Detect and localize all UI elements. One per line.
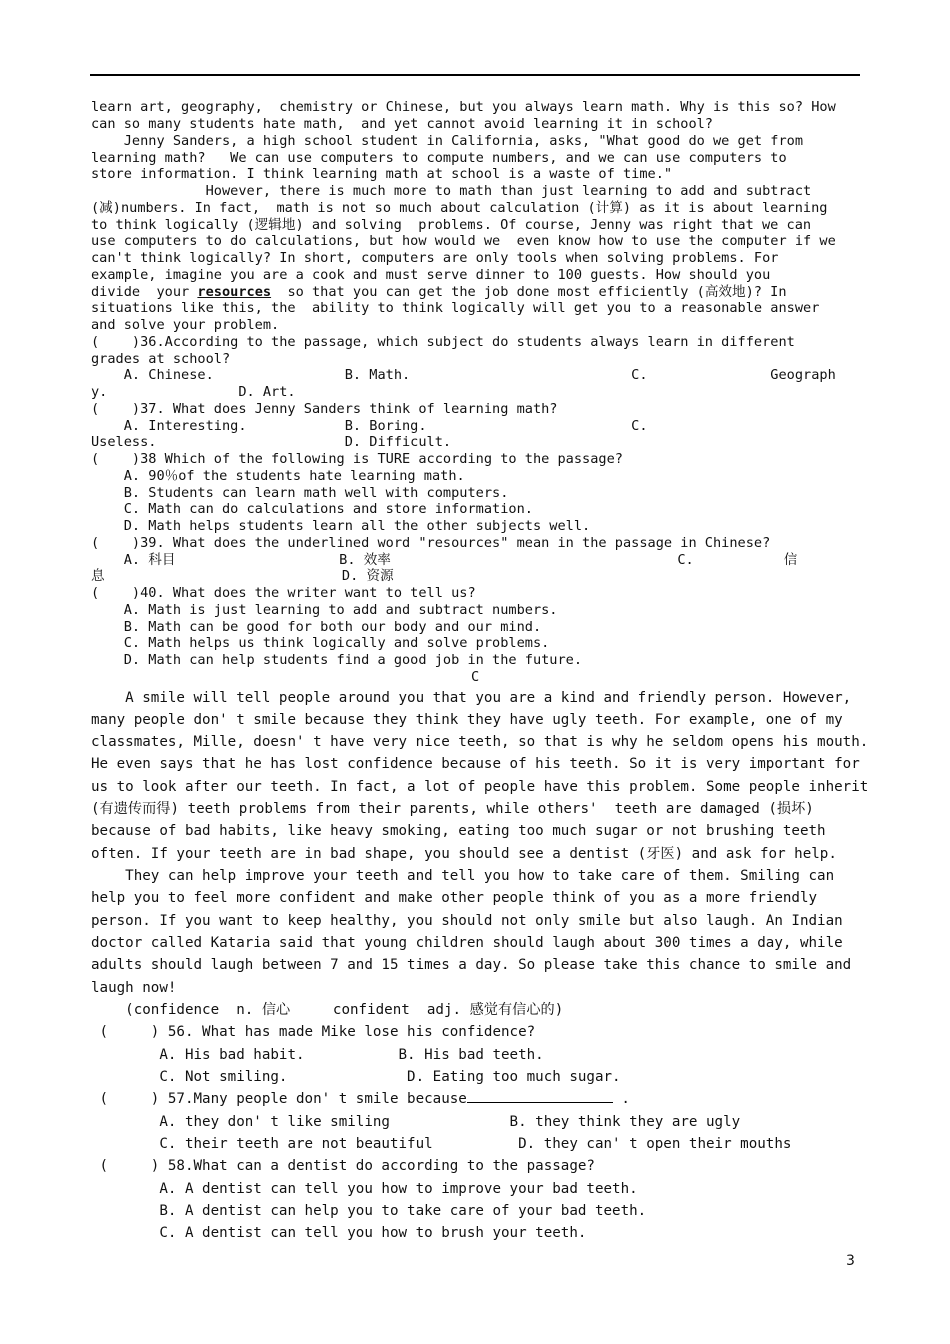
passage-line: use computers to do calculations, but how would we even know how to use the computer if we [91,233,836,249]
option-line: B. Students can learn math well with computers. [91,485,509,501]
option-line: B. Math can be good for both our body and our mind. [91,619,542,635]
option-line: C. their teeth are not beautiful D. they can' t open their mouths [91,1136,792,1152]
passage-line: A smile will tell people around you that you are a kind and friendly person. However, [91,690,852,706]
passage-line: They can help improve your teeth and tell you how to take care of them. Smiling can [91,868,835,884]
question-line: ( )39. What does the underlined word "resources" mean in the passage in Chinese? [91,535,771,551]
page-number: 3 [846,1253,855,1269]
question-line: ( ) 56. What has made Mike lose his confidence? [91,1024,536,1040]
option-line: 息 D. 资源 [91,568,394,584]
option-line: C. Not smiling. D. Eating too much sugar. [91,1069,621,1085]
passage-line: because of bad habits, like heavy smoking, eating too much sugar or not brushing teeth [91,823,826,839]
option-line: Useless. D. Difficult. [91,434,452,450]
passage-line: often. If your teeth are in bad shape, you should see a dentist (牙医) and ask for help. [91,846,837,862]
question-line: ( ) 58.What can a dentist do according to the passage? [91,1158,595,1174]
option-line: A. they don' t like smiling B. they think they are ugly [91,1114,741,1130]
text-segment: divide your [91,284,198,300]
passage-line: example, imagine you are a cook and must serve dinner to 100 guests. How should you [91,267,771,283]
option-line: A. A dentist can tell you how to improve your bad teeth. [91,1181,638,1197]
option-line: D. Math can help students find a good job in the future. [91,652,583,668]
passage-line: doctor called Kataria said that young children should laugh about 300 times a day, while [91,935,843,951]
passage-line: Jenny Sanders, a high school student in California, asks, "What good do we get from [91,133,804,149]
passage-line: store information. I think learning math at school is a waste of time." [91,166,673,182]
passage-line: many people don' t smile because they think they have ugly teeth. For example, one of my [91,712,843,728]
option-line: D. Math helps students learn all the other subjects well. [91,518,591,534]
passage-line: situations like this, the ability to think logically will get you to a reasonable answer [91,300,820,316]
option-line: A. His bad habit. B. His bad teeth. [91,1047,544,1063]
option-line: y. D. Art. [91,384,296,400]
option-line: A. 90％of the students hate learning math. [91,468,465,484]
text-segment: ( ) 57.Many people don' t smile because [91,1091,467,1107]
passage-line: can so many students hate math, and yet cannot avoid learning it in school? [91,116,713,132]
passage-line: us to look after our teeth. In fact, a lot of people have this problem. Some people inherit [91,779,869,795]
text-segment: so that you can get the job done most efficiently (高效地)? In [271,284,787,300]
passage-line: learn art, geography, chemistry or Chinese, but you always learn math. Why is this so? How [91,99,836,115]
question-line [91,1088,630,1110]
passage-line [91,284,787,301]
option-line: C. Math helps us think logically and solve problems. [91,635,550,651]
passage-line: and solve your problem. [91,317,280,333]
passage-line: help you to feel more confident and make other people think of you as a more friendly [91,890,818,906]
passage-line: (有遗传而得) teeth problems from their parents, while others' teeth are damaged (损坏) [91,801,814,817]
option-line: C. Math can do calculations and store information. [91,501,533,517]
question-line: ( )37. What does Jenny Sanders think of learning math? [91,401,558,417]
option-line: A. Chinese. B. Math. C. Geograph [91,367,836,383]
question-line: grades at school? [91,351,231,367]
text-segment: . [612,1091,630,1107]
option-line: A. 科目 B. 效率 C. 信 [91,552,798,568]
underlined-word-resources: resources [197,284,272,300]
passage-line: classmates, Mille, doesn' t have very nice teeth, so that is why he seldom opens his mouth. [91,734,869,750]
passage-line: laugh now! [91,980,177,996]
header-rule [90,74,860,76]
passage-line: to think logically (逻辑地) and solving problems. Of course, Jenny was right that we can [91,217,812,233]
passage-line: (减)numbers. In fact, math is not so much about calculation (计算) as it is about learning [91,200,828,216]
passage-line: person. If you want to keep healthy, you should not only smile but also laugh. An Indian [91,913,843,929]
question-line: ( )40. What does the writer want to tell us? [91,585,476,601]
answer-blank[interactable] [467,1088,613,1103]
passage-line: He even says that he has lost confidence because of his teeth. So it is very important for [91,756,860,772]
section-heading-c: C [471,669,480,685]
question-line: ( )38 Which of the following is TURE according to the passage? [91,451,623,467]
option-line: C. A dentist can tell you how to brush your teeth. [91,1225,587,1241]
passage-line: learning math? We can use computers to compute numbers, and we can use computers to [91,150,787,166]
option-line: A. Interesting. B. Boring. C. [91,418,648,434]
option-line: B. A dentist can help you to take care of your bad teeth. [91,1203,647,1219]
option-line: A. Math is just learning to add and subtract numbers. [91,602,558,618]
passage-line: However, there is much more to math than just learning to add and subtract [91,183,812,199]
vocabulary-note: (confidence n. 信心 confident adj. 感觉有信心的) [91,1002,564,1018]
question-line: ( )36.According to the passage, which subject do students always learn in different [91,334,795,350]
passage-line: can't think logically? In short, computers are only tools when solving problems. For [91,250,779,266]
passage-line: adults should laugh between 7 and 15 times a day. So please take this chance to smile and [91,957,852,973]
